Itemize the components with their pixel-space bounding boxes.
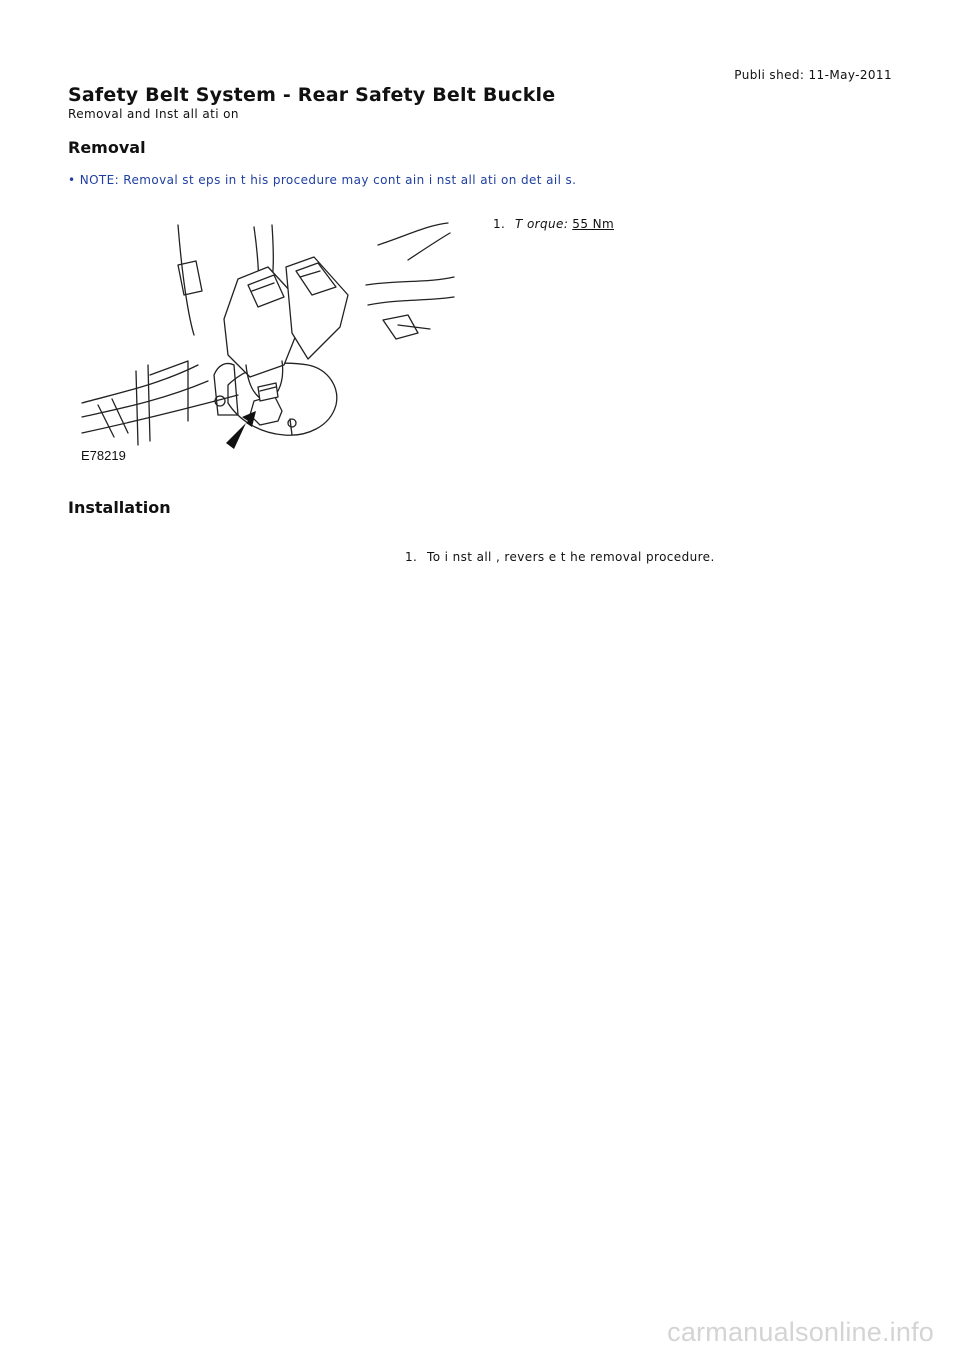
figure-reference-label: E78219 xyxy=(81,448,126,463)
buckle-drawing xyxy=(78,215,456,467)
removal-note: • NOTE: Removal st eps in t his procedure may cont ain i nst all ati on det ail s. xyxy=(68,173,577,187)
page-subtitle: Removal and Inst all ati on xyxy=(68,107,239,121)
arrow-indicator xyxy=(226,411,256,449)
watermark: carmanualsonline.info xyxy=(667,1317,934,1347)
installation-step-1 xyxy=(405,550,715,564)
page-title: Safety Belt System - Rear Safety Belt Buckle xyxy=(68,84,556,106)
step-text: To i nst all , revers e t he removal procedure. xyxy=(427,550,715,564)
removal-heading: Removal xyxy=(68,138,146,157)
seat-belt-buckle-illustration xyxy=(78,215,456,467)
torque-label: T orque: xyxy=(515,217,569,231)
step-number: 1. xyxy=(405,550,418,564)
step-number: 1. xyxy=(493,217,506,231)
published-date: Publi shed: 11-May-2011 xyxy=(734,68,892,82)
torque-value-link[interactable]: 55 Nm xyxy=(572,217,615,231)
installation-heading: Installation xyxy=(68,498,171,517)
removal-step-1 xyxy=(493,217,614,231)
